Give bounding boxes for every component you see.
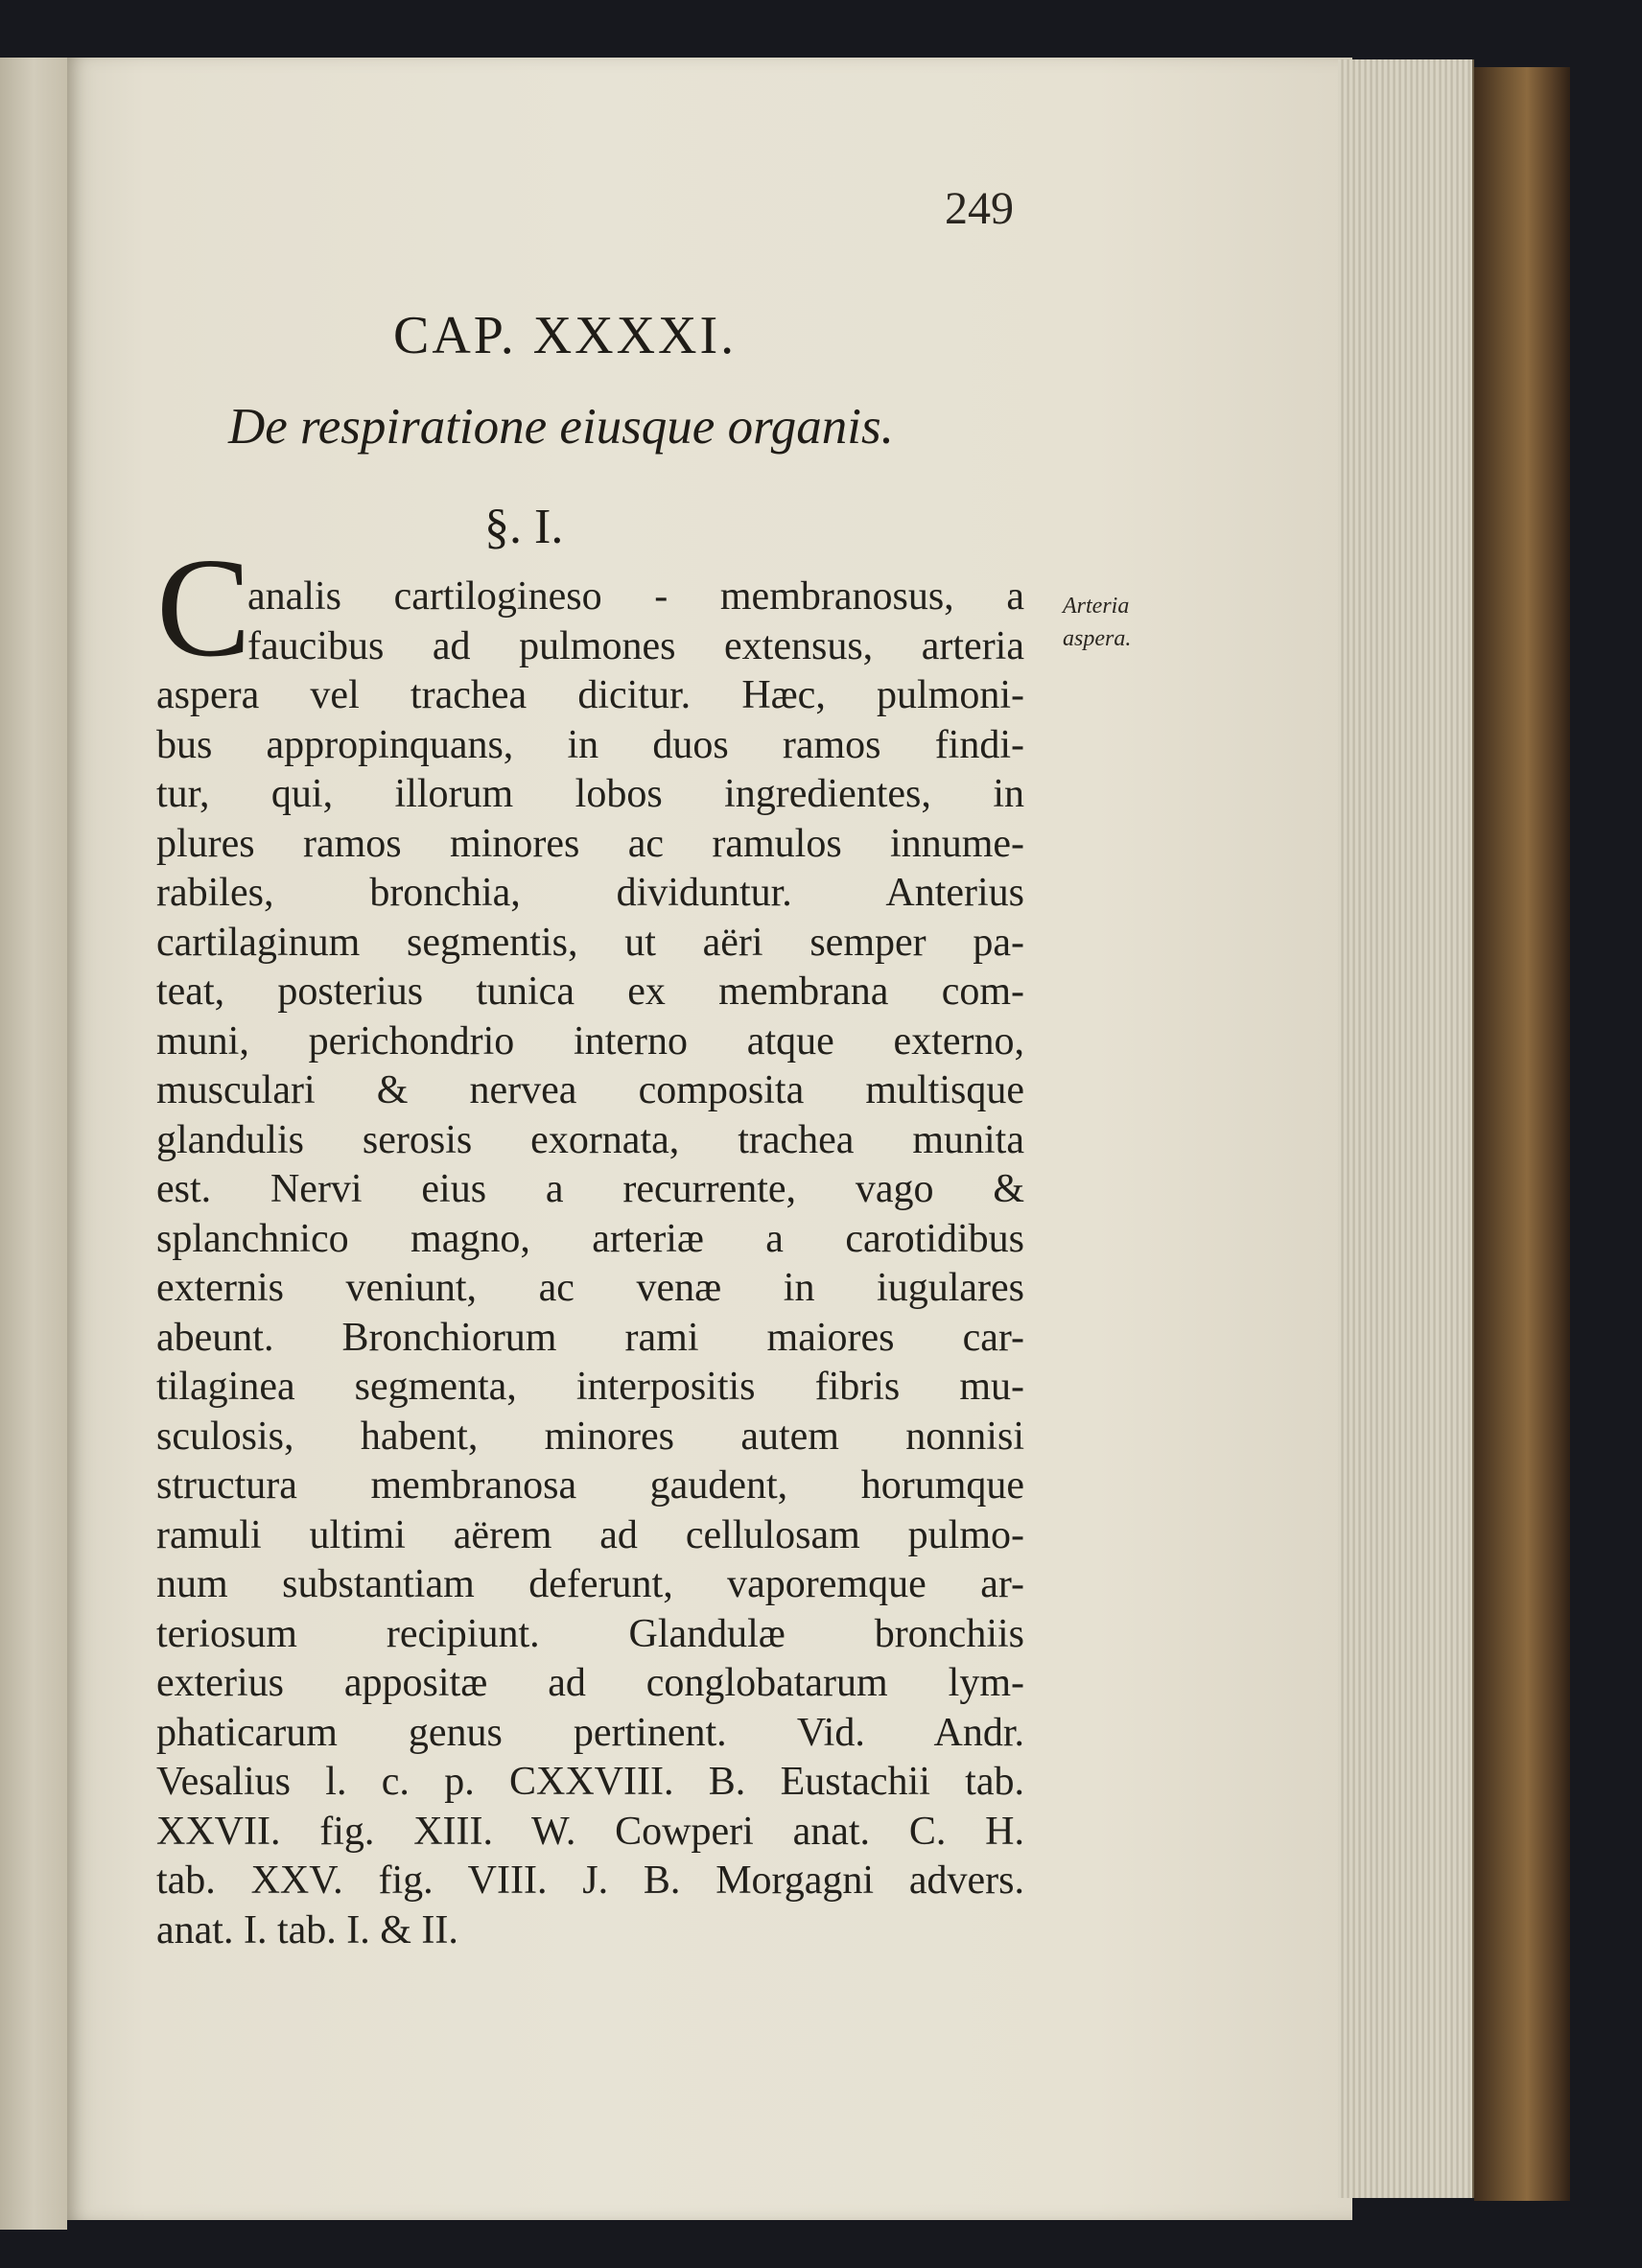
text-line: muni, perichondrio interno atque externo, xyxy=(156,1018,1024,1064)
text-line: cartilaginum segmentis, ut aëri semper pa- xyxy=(156,920,1024,965)
text-line: aspera vel trachea dicitur. Hæc, pulmoni- xyxy=(156,673,1024,717)
page-number: 249 xyxy=(945,183,1014,234)
previous-page-edge xyxy=(0,58,67,2230)
text-line: est. Nervi eius a recurrente, vago & xyxy=(156,1167,1024,1211)
text-line: XXVII. fig. XIII. W. Cowperi anat. C. H. xyxy=(156,1809,1024,1854)
section-mark: §. I. xyxy=(484,500,564,554)
text-line: bus appropinquans, in duos ramos findi- xyxy=(156,722,1024,767)
text-line: musculari & nervea composita multisque xyxy=(156,1068,1024,1112)
body-text xyxy=(156,573,1024,1955)
text-line: tur, qui, illorum lobos ingredientes, in xyxy=(156,772,1024,816)
text-line: teriosum recipiunt. Glandulæ bronchiis xyxy=(156,1611,1024,1656)
text-line: splanchnico magno, arteriæ a carotidibus xyxy=(156,1216,1024,1261)
text-line: ramuli ultimi aërem ad cellulosam pulmo- xyxy=(156,1512,1024,1557)
margin-note xyxy=(1063,590,1131,655)
drop-cap: C xyxy=(156,529,251,687)
text-line: exterius appositæ ad conglobatarum lym- xyxy=(156,1661,1024,1705)
text-line: tab. XXV. fig. VIII. J. B. Morgagni advers. xyxy=(156,1859,1024,1903)
text-line: analis cartilogineso - membranosus, a xyxy=(247,574,1024,619)
margin-note-line: aspera. xyxy=(1063,626,1132,651)
text-line: plures ramos minores ac ramulos innume- xyxy=(156,821,1024,866)
page-stack-edges xyxy=(1338,59,1474,2198)
text-line: glandulis serosis exornata, trachea munita xyxy=(156,1117,1024,1162)
text-line: phaticarum genus pertinent. Vid. Andr. xyxy=(156,1710,1024,1755)
text-line: externis veniunt, ac venæ in iugulares xyxy=(156,1266,1024,1310)
text-line: tilaginea segmenta, interpositis fibris mu- xyxy=(156,1365,1024,1409)
margin-note-line: Arteria xyxy=(1063,594,1130,619)
chapter-title: CAP. XXXXI. xyxy=(393,306,738,365)
text-line: Vesalius l. c. p. CXXVIII. B. Eustachii tab. xyxy=(156,1760,1024,1804)
text-line: abeunt. Bronchiorum rami maiores car- xyxy=(156,1315,1024,1360)
text-line: faucibus ad pulmones extensus, arteria xyxy=(247,623,1024,668)
text-line: num substantiam deferunt, vaporemque ar- xyxy=(156,1562,1024,1606)
chapter-subtitle: De respiratione eiusque organis. xyxy=(228,399,894,455)
text-line: teat, posterius tunica ex membrana com- xyxy=(156,970,1024,1014)
text-line: rabiles, bronchia, dividuntur. Anterius xyxy=(156,871,1024,915)
book-binding xyxy=(1474,67,1570,2201)
text-line: anat. I. tab. I. & II. xyxy=(156,1907,458,1952)
text-line: structura membranosa gaudent, horumque xyxy=(156,1463,1024,1508)
text-line: sculosis, habent, minores autem nonnisi xyxy=(156,1414,1024,1459)
